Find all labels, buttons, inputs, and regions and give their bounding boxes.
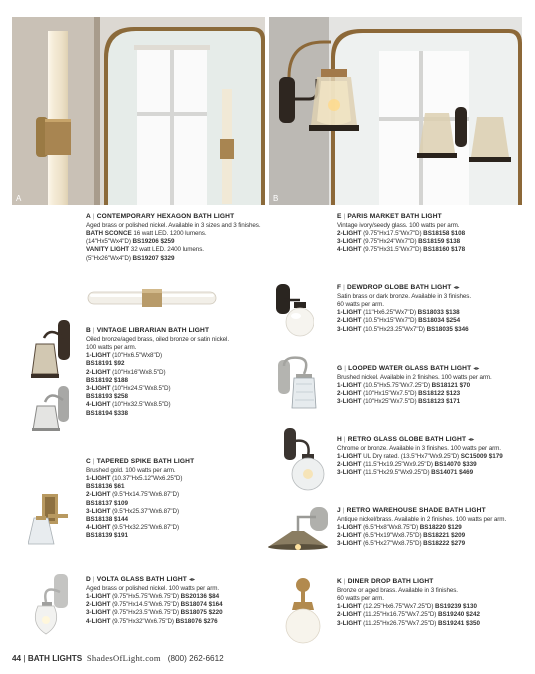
price: $70 [459,381,471,389]
spec-line [86,410,229,418]
spec-line [86,483,194,491]
spec-text: 100 watts per arm. [86,343,137,351]
size-label: 4-LIGHT [86,617,111,625]
spec-text: Brushed gold. 100 watts per arm. [86,466,176,474]
product-entry-g [337,365,492,407]
thumb-g-looped-water-glass [276,354,324,412]
item-number: BS19206 [132,238,159,246]
price: $338 [114,409,129,417]
spec-text: (10.5"Hx5.75"Wx7.25"D) [361,381,432,389]
product-title [337,436,503,444]
product-entry-h [337,436,503,478]
item-number: SC15009 [460,452,487,460]
size-label: 1-LIGHT [337,603,362,611]
product-name: VOLTA GLASS BATH LIGHT [96,576,187,583]
title-separator: | [341,578,348,585]
spec-text: 16 watt LED. 1200 lumens. [131,229,207,237]
product-title [337,507,506,515]
spec-text: (9.75"Hx17.5"Wx7"D) [361,229,424,237]
thumb-k-diner-drop [282,576,326,644]
size-label: 1-LIGHT [337,381,362,389]
spec-line [86,585,223,593]
item-number: BS18074 [180,601,207,609]
product-entry-a [86,213,261,263]
price: $339 [462,461,477,469]
spec-text: (5"Hx26"Wx4"D) [86,254,133,262]
product-letter: K [337,578,342,585]
item-number: BS18122 [418,390,445,398]
product-title [86,458,194,466]
title-separator: | [90,576,97,583]
thumb-b-vintage-librarian [30,318,78,434]
price: $329 [160,254,175,262]
photo-tag: B [273,194,279,203]
spec-line [337,309,471,317]
size-label: 2-LIGHT [337,532,362,540]
item-number: BS18136 [86,483,113,491]
spec-line [86,475,194,483]
price: $138 [446,238,461,246]
spec-line [337,453,503,461]
item-number: BS18221 [423,532,450,540]
spec-line [86,618,223,626]
spec-line [337,238,465,246]
spec-text: Aged brass or polished nickel. Available in 3 sizes and 3 finishes. [86,221,261,229]
spec-line [337,390,492,398]
item-number: BS18138 [86,515,113,523]
spec-line [337,540,506,548]
footer-separator: | [23,654,26,663]
spec-line [337,603,480,611]
price: $84 [208,592,220,600]
item-number: BS18192 [86,376,113,384]
spec-text: (10"Hx16"Wx8.5"D) [110,368,166,376]
product-letter: E [337,213,342,220]
spec-line [337,595,480,603]
spec-text: (14"Hx5"Wx4"D) [86,238,133,246]
size-label: 2-LIGHT [337,461,362,469]
size-label: VANITY LIGHT [86,246,130,254]
spec-text: (10"Hx24.5"Wx8.5"D) [110,384,171,392]
website-link[interactable]: ShadesOfLight.com [86,653,161,663]
spec-text: Oiled bronze/aged brass, oiled bronze or satin nickel. [86,335,230,343]
size-label: 2-LIGHT [337,390,362,398]
item-number: BS14071 [431,469,458,477]
item-number: BS19241 [437,619,465,627]
title-separator: | [340,507,347,514]
spec-line [86,377,229,385]
thumb-j-retro-warehouse [266,505,330,555]
spec-text: (10"Hx6.5"Wx8"D) [110,352,163,360]
item-number: BS18121 [431,381,458,389]
price: $144 [114,515,129,523]
spec-line [337,246,465,254]
thumb-h-retro-glass-globe [282,426,326,492]
page-footer [12,653,224,663]
title-separator: | [341,213,348,220]
spec-line [86,467,194,475]
spec-text: Bronze or aged brass. Available in 3 finishes. [337,586,458,594]
size-label: 3-LIGHT [86,384,111,392]
item-number: BS18194 [86,409,113,417]
product-title [86,576,223,584]
size-label: 1-LIGHT [86,474,111,482]
title-separator: | [90,458,97,465]
item-number: BS19240 [437,611,465,619]
price: $61 [114,483,125,491]
swivel-arrows-icon: ◂▸ [453,285,460,291]
item-number: BS18075 [180,609,207,617]
title-separator: | [90,327,97,334]
spec-text: (6.5"Hx19"Wx8.75"D) [361,532,424,540]
price: $188 [114,376,129,384]
spec-line [86,369,229,377]
spec-text: Vintage ivory/seedy glass. 100 watts per arm. [337,221,460,229]
product-entry-j [337,507,506,549]
price: $138 [445,309,460,317]
spec-line [86,491,194,499]
spec-text: 32 watt LED. 2400 lumens. [129,246,204,254]
spec-text: (10"Hx32.5"Wx8.5"D) [110,401,171,409]
spec-text: (9.75"Hx23.5"Wx6.75"D) [110,609,181,617]
spec-text: 60 watts per arm. [337,300,384,308]
price: $258 [114,393,129,401]
spec-text: (11.5"Hx29.5"Wx9.25"D) [361,469,432,477]
price: $129 [447,523,462,531]
item-number: BS18159 [418,238,445,246]
product-title [337,578,480,586]
size-label: 2-LIGHT [337,611,362,619]
spec-text: UL Dry rated. (13.5"Hx7"Wx9.25"D) [361,452,461,460]
title-separator: | [341,284,348,291]
thumb-d-volta-glass [32,572,74,638]
price: $279 [451,540,466,548]
title-separator: | [342,365,349,372]
size-label: BATH SCONCE [86,229,132,237]
product-entry-e [337,213,465,255]
spec-text: (11.5"Hx19.25"Wx9.25"D) [361,461,435,469]
price: $259 [160,238,175,246]
spec-text: Chrome or bronze. Available in 3 finishes. 100 watts per arm. [337,444,501,452]
thumb-a-vanity-light [86,284,218,312]
spec-text: (6.5"Hx8"Wx8.75"D) [361,523,420,531]
item-number: BS18076 [175,617,202,625]
product-letter: D [86,576,91,583]
spec-line [86,336,229,344]
size-label: 3-LIGHT [337,325,362,333]
size-label: 3-LIGHT [86,507,111,515]
spec-text: (9.5"Hx32.25"Wx6.87"D) [110,524,179,532]
size-label: 1-LIGHT [86,352,111,360]
spec-line [86,352,229,360]
spec-line [337,382,492,390]
size-label: 1-LIGHT [86,592,111,600]
spec-line [337,398,492,406]
product-title [86,327,229,335]
product-name: RETRO GLASS GLOBE BATH LIGHT [347,436,467,443]
spec-line [86,500,194,508]
price: $92 [114,360,125,368]
spec-line [86,593,223,601]
spec-text: (12.25"Hx6.75"Wx7.25"D) [361,603,436,611]
section-name: BATH LIGHTS [27,654,83,663]
item-number: BS18033 [417,309,444,317]
swivel-arrows-icon: ◂▸ [468,437,475,443]
spec-text: (9.75"Hx14.5"Wx6.75"D) [110,601,181,609]
size-label: 4-LIGHT [337,246,362,254]
item-number: BS18137 [86,499,113,507]
spec-text: Aged brass or polished nickel. 100 watts per arm. [86,584,220,592]
product-entry-f [337,284,471,334]
spec-line [337,222,465,230]
spec-line [86,222,261,230]
size-label: 3-LIGHT [337,469,362,477]
product-entry-k [337,578,480,628]
spec-line [337,620,480,628]
spec-line [337,587,480,595]
product-letter: C [86,458,91,465]
size-label: 2-LIGHT [337,229,362,237]
item-number: BS18158 [423,229,450,237]
product-name: CONTEMPORARY HEXAGON BATH LIGHT [96,213,235,220]
spec-line [86,230,261,238]
thumb-c-tapered-spike [28,490,74,548]
spec-line [86,508,194,516]
item-number: BS18139 [86,532,113,540]
spec-text: Brushed nickel. Available in 2 finishes. 100 watts per arm. [337,373,492,381]
spec-text: (9.75"Hx24"Wx7"D) [361,238,419,246]
thumb-f-dewdrop-globe [270,282,314,338]
spec-line [86,246,261,254]
size-label: 1-LIGHT [337,309,362,317]
item-number: BS19207 [132,254,159,262]
spec-text: (9.5"Hx25.37"Wx6.87"D) [110,507,179,515]
spec-line [86,393,229,401]
product-letter: G [337,365,343,372]
product-title [337,213,465,221]
spec-text: (11.25"Hx26.75"Wx7.25"D) [361,619,438,627]
product-name: DINER DROP BATH LIGHT [347,578,434,585]
item-number: BS20136 [180,592,207,600]
price: $191 [114,532,129,540]
size-label: 1-LIGHT [337,523,362,531]
price: $108 [451,229,466,237]
product-name: LOOPED WATER GLASS BATH LIGHT [348,365,472,372]
price: $164 [208,601,223,609]
product-entry-d [86,576,223,626]
item-number: BS18193 [86,393,113,401]
photo-b-paris-market [269,17,522,205]
size-label: 2-LIGHT [86,601,111,609]
product-name: PARIS MARKET BATH LIGHT [347,213,442,220]
price: $242 [465,611,480,619]
spec-line [86,609,223,617]
swivel-arrows-icon: ◂▸ [473,366,480,372]
product-letter: B [86,327,91,334]
item-number: BS14070 [434,461,461,469]
spec-line [337,301,471,309]
spec-line [337,611,480,619]
item-number: BS18123 [418,398,445,406]
spec-line [86,360,229,368]
product-name: TAPERED SPIKE BATH LIGHT [96,458,195,465]
swivel-arrows-icon: ◂▸ [188,577,196,583]
phone-number[interactable]: (800) 262-6612 [167,654,224,663]
size-label: 2-LIGHT [337,317,362,325]
spec-text: (9.75"Hx5.75"Wx6.75"D) [110,592,181,600]
photo-tag: A [16,194,22,203]
spec-line [86,385,229,393]
size-label: 1-LIGHT [337,452,362,460]
spec-line [86,524,194,532]
price: $209 [451,532,466,540]
spec-line [337,524,506,532]
item-number: BS18035 [426,325,453,333]
spec-text: 60 watts per arm. [337,594,384,602]
item-number: BS18222 [423,540,450,548]
size-label: 3-LIGHT [337,398,362,406]
price: $178 [451,246,466,254]
spec-line [86,238,261,246]
spec-line [337,230,465,238]
photo-a-contemporary-hexagon [12,17,265,205]
size-label: 2-LIGHT [86,368,111,376]
item-number: BS18191 [86,360,113,368]
spec-line [86,601,223,609]
title-separator: | [90,213,97,220]
price: $350 [465,619,480,627]
product-letter: A [86,213,91,220]
spec-text: Antique nickel/brass. Available in 2 finishes. 100 watts per arm. [337,515,507,523]
spec-text: (9.5"Hx14.75"Wx6.87"D) [110,491,179,499]
price: $220 [208,609,223,617]
price: $276 [203,617,218,625]
item-number: BS18160 [423,246,450,254]
spec-text: (9.75"Hx31.5"Wx7"D) [361,246,424,254]
product-letter: H [337,436,342,443]
size-label: 3-LIGHT [337,619,362,627]
spec-line [337,445,503,453]
spec-text: (10"Hx25"Wx7.5"D) [361,398,419,406]
spec-line [337,461,503,469]
spec-text: (11.25"Hx16.75"Wx7.25"D) [361,611,438,619]
product-letter: F [337,284,342,291]
item-number: BS19239 [435,603,462,611]
size-label: 2-LIGHT [86,491,111,499]
spec-text: Satin brass or dark bronze. Available in 3 finishes. [337,292,471,300]
product-name: VINTAGE LIBRARIAN BATH LIGHT [96,327,210,334]
spec-text: (10.5"Hx15"Wx7"D) [361,317,419,325]
size-label: 4-LIGHT [86,524,111,532]
spec-text: (10"Hx15"Wx7.5"D) [361,390,419,398]
title-separator: | [341,436,348,443]
price: $109 [114,499,129,507]
spec-line [86,401,229,409]
product-letter: J [337,507,341,514]
spec-line [337,293,471,301]
spec-line [86,255,261,263]
spec-text: (10.37"Hx5.12"Wx6.25"D) [110,474,183,482]
product-title [337,284,471,292]
size-label: 3-LIGHT [337,540,362,548]
spec-line [337,317,471,325]
size-label: 3-LIGHT [337,238,362,246]
item-number: BS18034 [418,317,445,325]
product-title [86,213,261,221]
spec-line [86,532,194,540]
price: $130 [463,603,478,611]
product-title [337,365,492,373]
spec-text: (10.5"Hx23.25"Wx7"D) [361,325,427,333]
spec-line [337,469,503,477]
item-number: BS18220 [419,523,447,531]
price: $469 [459,469,474,477]
product-name: DEWDROP GLOBE BATH LIGHT [347,284,452,291]
spec-line [337,532,506,540]
product-entry-b [86,327,229,418]
spec-text: (11"Hx6.25"Wx7"D) [361,309,418,317]
page-number: 44 [12,654,22,663]
product-name: RETRO WAREHOUSE SHADE BATH LIGHT [346,507,486,514]
price: $171 [446,398,461,406]
size-label: 3-LIGHT [86,609,111,617]
price: $179 [488,452,503,460]
spec-line [337,516,506,524]
spec-line [337,326,471,334]
price: $346 [454,325,469,333]
size-label: 4-LIGHT [86,401,111,409]
spec-line [86,344,229,352]
spec-text: (9.75"Hx32"Wx6.75"D) [110,617,176,625]
spec-text: (6.5"Hx27"Wx8.75"D) [361,540,424,548]
spec-line [86,516,194,524]
price: $123 [446,390,461,398]
product-entry-c [86,458,194,541]
spec-line [337,374,492,382]
price: $254 [446,317,461,325]
